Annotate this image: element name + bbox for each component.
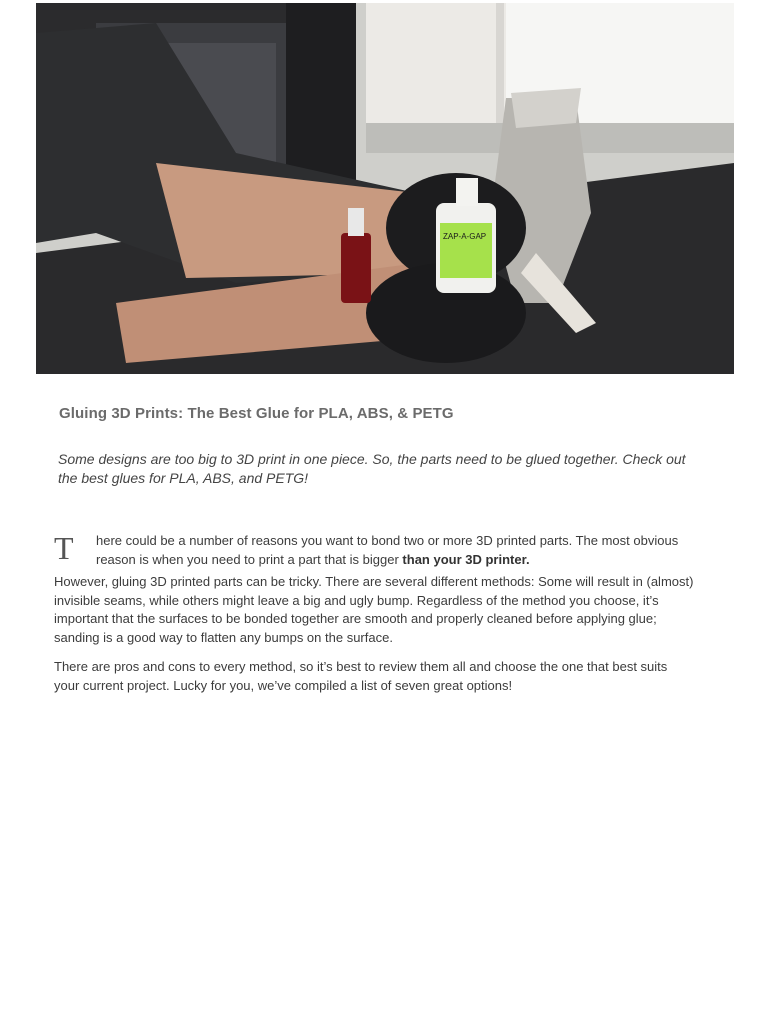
hero-image (36, 3, 734, 374)
third-paragraph: There are pros and cons to every method, so it’s best to review them all and choose the one that best suits your current project. Lucky for you, we’ve compiled a list of seven great options! (54, 659, 668, 693)
drop-cap: T (54, 530, 74, 566)
first-paragraph (96, 532, 694, 569)
printer-link[interactable]: than your 3D printer. (402, 551, 530, 567)
article-title: Gluing 3D Prints: The Best Glue for PLA, ABS, & PETG (59, 405, 454, 422)
second-paragraph: However, gluing 3D printed parts can be tricky. There are several different methods: Some will result in (almost) invisible seams, while others might leave a big and ugly bump. Regardless of the method you choose, it’s important that the surfaces to be bonded together are smooth and properly cleaned before applying glue; sanding is a good way to flatten any bumps on the surface. (54, 574, 694, 645)
article-body (54, 532, 694, 695)
first-paragraph-text: here could be a number of reasons you want to bond two or more 3D printed parts. The most obvious reason is when you need to print a part that is bigger (96, 533, 679, 567)
article-lede: Some designs are too big to 3D print in one piece. So, the parts need to be glued together. Check out the best glues for PLA, ABS, and PETG! (58, 451, 686, 486)
bottle-label-text: ZAP-A-GAP (443, 232, 487, 241)
